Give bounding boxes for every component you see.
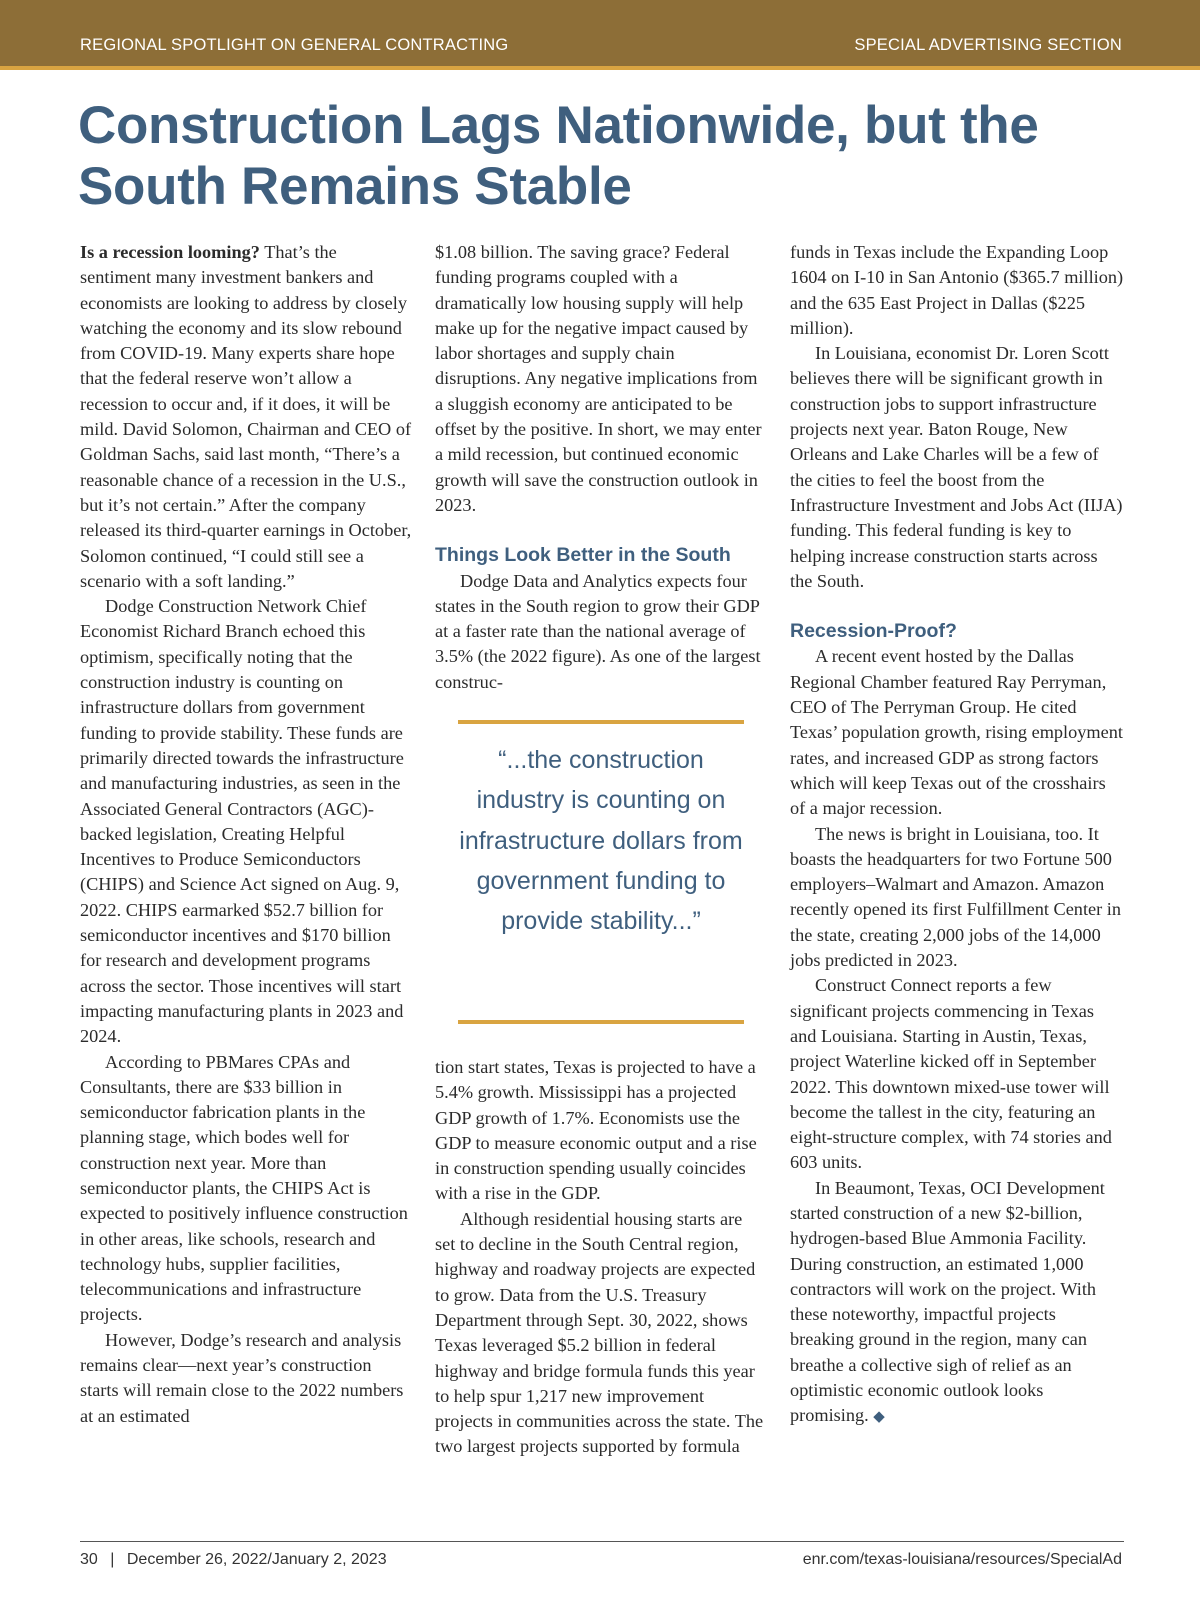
paragraph: Construct Connect reports a few significant projects commencing in Texas and Louisiana. Starting in Austin, Texas, project Waterline kicked off in September 2022. This downtown mixed-use tower will become the tallest in the city, featuring an eight-structure complex, with 74 stories and 603 units. xyxy=(790,975,1112,1173)
subheading: Things Look Better in the South xyxy=(435,544,731,567)
paragraph: Although residential housing starts are set to decline in the South Central region, highway and roadway projects are expected to grow. Data from the U.S. Treasury Department through Sept. 30, 2022, shows Texas leveraged $5.2 billion in federal highway and bridge formula funds this year to help spur 1,217 new improvement projects in communities across the state. The two largest projects supported by formula xyxy=(435,1208,764,1457)
pull-quote-bottom-rule xyxy=(458,1020,744,1024)
page-number: 30 xyxy=(80,1551,98,1568)
section-header-bar xyxy=(0,0,1200,66)
paragraph: The news is bright in Louisiana, too. It boasts the headquarters for two Fortune 500 employers–Walmart and Amazon. Amazon recently opened its first Fulfillment Center in the state, creating 2,000 jobs of the 14,000 jobs predicted in 2023. xyxy=(790,823,1122,971)
pull-quote-top-rule xyxy=(458,720,744,724)
paragraph-text: In Beaumont, Texas, OCI Development started construction of a new $2-billion, hydrogen-based Blue Ammonia Facility. During construction, an estimated 1,000 contractors will work on the project. With these noteworthy, impactful projects breaking ground in the region, many can breathe a collective sigh of relief as an optimistic economic outlook looks promising. xyxy=(790,1177,1105,1426)
paragraph: In Louisiana, economist Dr. Loren Scott believes there will be significant growth in construction jobs to support infrastructure projects next year. Baton Rouge, New Orleans and Lake Charles will be a few of the cities to feel the boost from the Infrastructure Investment and Jobs Act (IIJA) funding. This federal funding is key to helping increase construction starts across the South. xyxy=(790,343,1123,591)
footer-url: enr.com/texas-louisiana/resources/SpecialAd xyxy=(802,1551,1122,1568)
article-column-1 xyxy=(80,240,412,1429)
end-mark-icon: ◆ xyxy=(873,1409,885,1426)
paragraph: $1.08 billion. The saving grace? Federal funding programs coupled with a dramatically low housing supply will help make up for the negative impact caused by labor shortages and supply chain disruptions. Any negative implications from a sluggish economy are anticipated to be offset by the positive. In short, we may enter a mild recession, but continued economic growth will save the construction outlook in 2023. xyxy=(435,242,762,515)
article-title: Construction Lags Nationwide, but the South Remains Stable xyxy=(78,96,1039,216)
paragraph: Dodge Data and Analytics expects four states in the South region to grow their GDP at a faster rate than the national average of 3.5% (the 2022 figure). As one of the largest construc- xyxy=(435,570,761,692)
paragraph: Dodge Construction Network Chief Economist Richard Branch echoed this optimism, specifically noting that the construction industry is counting on infrastructure dollars from government funding to provide stability. These funds are primarily directed towards the infrastructure and manufacturing industries, as seen in the Associated General Contractors (AGC)-backed legislation, Creating Helpful Incentives to Produce Semiconductors (CHIPS) and Science Act signed on Aug. 9, 2022. CHIPS earmarked $52.7 billion for semiconductor incentives and $170 billion for research and development programs across the sector. Those incentives will start impacting manufacturing plants in 2023 and 2024. xyxy=(80,596,404,1047)
header-accent-rule xyxy=(0,66,1200,70)
advertising-label: SPECIAL ADVERTISING SECTION xyxy=(854,36,1122,54)
paragraph: According to PBMares CPAs and Consultants, there are $33 billion in semiconductor fabrication plants in the planning stage, which bodes well for construction next year. More than semiconductor plants, the CHIPS Act is expected to positively influence construction in other areas, like schools, research and technology hubs, supplier facilities, telecommunications and infrastructure projects. xyxy=(80,1051,408,1325)
paragraph: funds in Texas include the Expanding Loop 1604 on I-10 in San Antonio ($365.7 million) and the 635 East Project in Dallas ($225 million). xyxy=(790,242,1124,338)
footer-rule xyxy=(80,1541,1124,1542)
article-column-2-continued xyxy=(435,1055,765,1460)
article-column-3 xyxy=(790,240,1124,1431)
issue-date: December 26, 2022/January 2, 2023 xyxy=(126,1551,387,1568)
lead-in: Is a recession looming? xyxy=(80,242,260,262)
footer-separator: | xyxy=(110,1551,115,1568)
paragraph: A recent event hosted by the Dallas Regional Chamber featured Ray Perryman, CEO of The Perryman Group. He cited Texas’ population growth, rising employment rates, and increased GDP as strong factors which will keep Texas out of the crosshairs of a major recession. xyxy=(790,646,1123,819)
subheading: Recession-Proof? xyxy=(790,620,957,643)
paragraph xyxy=(790,1176,1124,1431)
pull-quote-text: “...the construction industry is counting on infrastructure dollars from government funding to provide stability...” xyxy=(459,746,743,936)
paragraph-text: That’s the sentiment many investment bankers and economists are looking to address by closely watching the economy and its slow rebound from COVID-19. Many experts share hope that the federal reserve won’t allow a recession to occur and, if it does, it will be mild. David Solomon, Chairman and CEO of Goldman Sachs, said last month, “There’s a reasonable chance of a recession in the U.S., but it’s not certain.” After the company released its third-quarter earnings in October, Solomon continued, “I could still see a scenario with a soft landing.” xyxy=(80,242,412,591)
paragraph: However, Dodge’s research and analysis remains clear—next year’s construction starts will remain close to the 2022 numbers at an estimated xyxy=(80,1329,404,1426)
paragraph: tion start states, Texas is projected to have a 5.4% growth. Mississippi has a projected GDP growth of 1.7%. Economists use the GDP to measure economic output and a rise in construction spending usually coincides with a rise in the GDP. xyxy=(435,1057,757,1204)
paragraph xyxy=(80,240,412,594)
footer-folio xyxy=(80,1551,387,1569)
section-label: REGIONAL SPOTLIGHT ON GENERAL CONTRACTING xyxy=(80,36,509,54)
article-column-2 xyxy=(435,240,765,695)
pull-quote xyxy=(458,720,744,1024)
